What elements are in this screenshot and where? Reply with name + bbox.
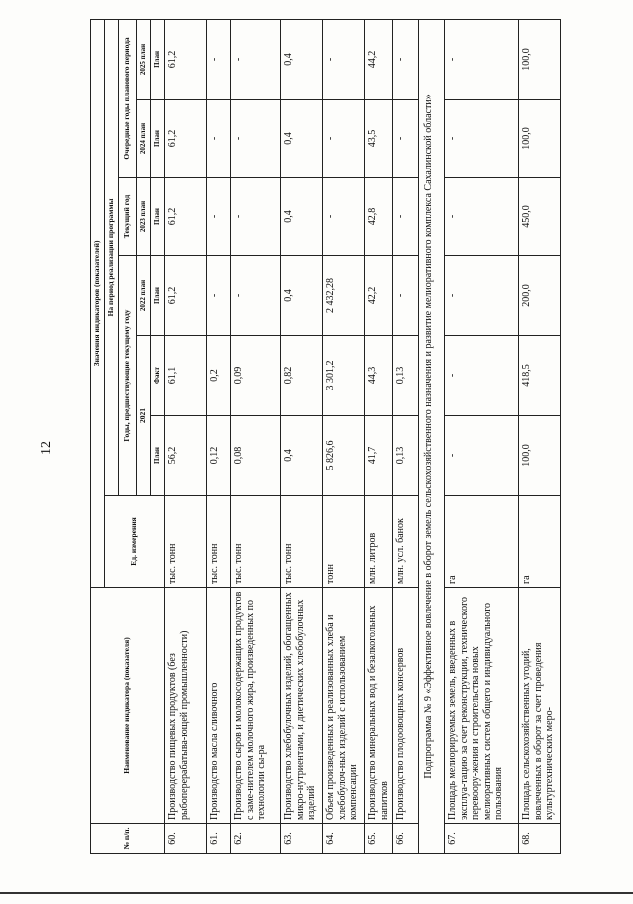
- header-plan-2022: План: [151, 256, 165, 336]
- page-number: 12: [39, 441, 54, 455]
- row-name: Объем произведенных и реализованных хлеба и хлебобулоч-ных изделий с использованием компенсации: [323, 588, 365, 824]
- row-value: 61,1: [165, 336, 207, 416]
- row-value: 43,5: [365, 100, 393, 178]
- row-value: 61,2: [165, 100, 207, 178]
- row-value: -: [445, 100, 519, 178]
- header-2024: 2024 план: [137, 100, 151, 178]
- subprogram-row: [419, 19, 445, 853]
- header-2025: 2025 план: [137, 19, 151, 99]
- row-value: 100,0: [519, 416, 561, 496]
- header-name: Наименование индикатора (показателя): [91, 588, 165, 824]
- header-plan-2023: План: [151, 178, 165, 256]
- row-name: Производство минеральных вод и безалкогольных напитков: [365, 588, 393, 824]
- table-row: [207, 19, 231, 853]
- row-value: 100,0: [519, 19, 561, 99]
- row-value: 61,2: [165, 256, 207, 336]
- row-value: -: [445, 416, 519, 496]
- row-unit: тонн: [323, 496, 365, 588]
- row-value: -: [393, 19, 419, 99]
- row-value: 0,4: [281, 19, 323, 99]
- row-value: 42,8: [365, 178, 393, 256]
- row-num: 68.: [519, 824, 561, 854]
- row-value: 0,2: [207, 336, 231, 416]
- header-values: Значения индикаторов (показателей): [91, 19, 105, 587]
- row-num: 65.: [365, 824, 393, 854]
- row-value: 56,2: [165, 416, 207, 496]
- row-value: 41,7: [365, 416, 393, 496]
- table-row: [393, 19, 419, 853]
- row-value: -: [445, 19, 519, 99]
- table-row: [281, 19, 323, 853]
- row-value: -: [207, 256, 231, 336]
- table-row: [365, 19, 393, 853]
- row-name: Производство сыров и молокосодержащих продуктов с заме-нителем молочного жира, произведенных по технологии сы-ра: [231, 588, 281, 824]
- row-value: 0,09: [231, 336, 281, 416]
- row-value: 0,4: [281, 100, 323, 178]
- row-value: 418,5: [519, 336, 561, 416]
- row-value: 100,0: [519, 100, 561, 178]
- header-next-years: Очередные годы планового периода: [119, 19, 137, 177]
- row-value: 0,82: [281, 336, 323, 416]
- row-value: -: [323, 100, 365, 178]
- row-value: 450,0: [519, 178, 561, 256]
- table-row: [519, 19, 561, 853]
- row-value: -: [323, 19, 365, 99]
- row-value: -: [393, 256, 419, 336]
- row-unit: тыс. тонн: [165, 496, 207, 588]
- row-name: Производство пищевых продуктов (без рыбоперерабатыва-ющей промышленности): [165, 588, 207, 824]
- row-value: 0,4: [281, 256, 323, 336]
- row-value: 5 826,6: [323, 416, 365, 496]
- row-unit: тыс. тонн: [281, 496, 323, 588]
- row-value: 0,08: [231, 416, 281, 496]
- table-row: [323, 19, 365, 853]
- row-num: 61.: [207, 824, 231, 854]
- row-value: 61,2: [165, 178, 207, 256]
- header-fact-2021: Факт: [151, 336, 165, 416]
- row-num: 63.: [281, 824, 323, 854]
- header-2023: 2023 план: [137, 178, 151, 256]
- row-value: 0,13: [393, 336, 419, 416]
- header-2021: 2021: [137, 336, 151, 496]
- row-value: 0,4: [281, 416, 323, 496]
- row-value: 3 301,2: [323, 336, 365, 416]
- header-plan-2021: План: [151, 416, 165, 496]
- row-unit: га: [445, 496, 519, 588]
- row-num: 66.: [393, 824, 419, 854]
- row-value: -: [393, 178, 419, 256]
- row-value: 44,2: [365, 19, 393, 99]
- table-row: [165, 19, 207, 853]
- row-value: 0,4: [281, 178, 323, 256]
- row-unit: млн. литров: [365, 496, 393, 588]
- row-unit: га: [519, 496, 561, 588]
- row-value: -: [231, 178, 281, 256]
- row-value: 200,0: [519, 256, 561, 336]
- row-value: -: [445, 256, 519, 336]
- row-name: Производство масла сливочного: [207, 588, 231, 824]
- row-value: -: [445, 178, 519, 256]
- row-value: 44,3: [365, 336, 393, 416]
- table-row: [445, 19, 519, 853]
- row-num: 62.: [231, 824, 281, 854]
- row-value: 42,2: [365, 256, 393, 336]
- header-prev-years: Годы, предшествующие текущему году: [119, 256, 137, 496]
- row-num: 67.: [445, 824, 519, 854]
- row-unit: тыс. тонн: [231, 496, 281, 588]
- row-value: -: [207, 19, 231, 99]
- row-num: 64.: [323, 824, 365, 854]
- row-unit: тыс. тонн: [207, 496, 231, 588]
- header-period: На период реализации программы: [105, 19, 119, 495]
- row-value: -: [207, 178, 231, 256]
- row-name: Площадь мелиорируемых земель, введенных в эксплуа-тацию за счет реконструкции, технического перевоору-жения и строительства новых мелиоративных систем общего и индивидуального пользования: [445, 588, 519, 824]
- header-plan-2025: План: [151, 19, 165, 99]
- row-value: 61,2: [165, 19, 207, 99]
- row-value: -: [231, 100, 281, 178]
- row-value: -: [207, 100, 231, 178]
- row-value: 0,12: [207, 416, 231, 496]
- row-name: Производство плодоовощных консервов: [393, 588, 419, 824]
- header-plan-2024: План: [151, 100, 165, 178]
- row-value: -: [231, 256, 281, 336]
- subprogram-title: Подпрограмма № 9 «Эффективное вовлечение в оборот земель сельскохозяйственного назначения и развитие мелиоративного комплекса Сахалинской области»: [419, 19, 445, 853]
- indicators-table: [90, 19, 561, 854]
- row-value: 0,13: [393, 416, 419, 496]
- row-name: Производство хлебобулочных изделий, обогащенных микро-нутриентами, и диетических хлебобулочных изделий: [281, 588, 323, 824]
- row-unit: млн. усл. банок: [393, 496, 419, 588]
- header-unit: Ед. измерения: [105, 496, 165, 588]
- row-value: 2 432,28: [323, 256, 365, 336]
- header-2022: 2022 план: [137, 256, 151, 336]
- header-num: № п/п.: [91, 824, 165, 854]
- row-num: 60.: [165, 824, 207, 854]
- header-current-year: Текущий год: [119, 178, 137, 256]
- page-bottom-rule: [0, 892, 633, 894]
- row-value: -: [323, 178, 365, 256]
- row-name: Площадь сельскохозяйственных угодий, вовлеченных в оборот за счет проведения культуртехнических меро-: [519, 588, 561, 824]
- row-value: -: [231, 19, 281, 99]
- row-value: -: [445, 336, 519, 416]
- rotated-table-wrapper: [90, 20, 618, 854]
- row-value: -: [393, 100, 419, 178]
- table-row: [231, 19, 281, 853]
